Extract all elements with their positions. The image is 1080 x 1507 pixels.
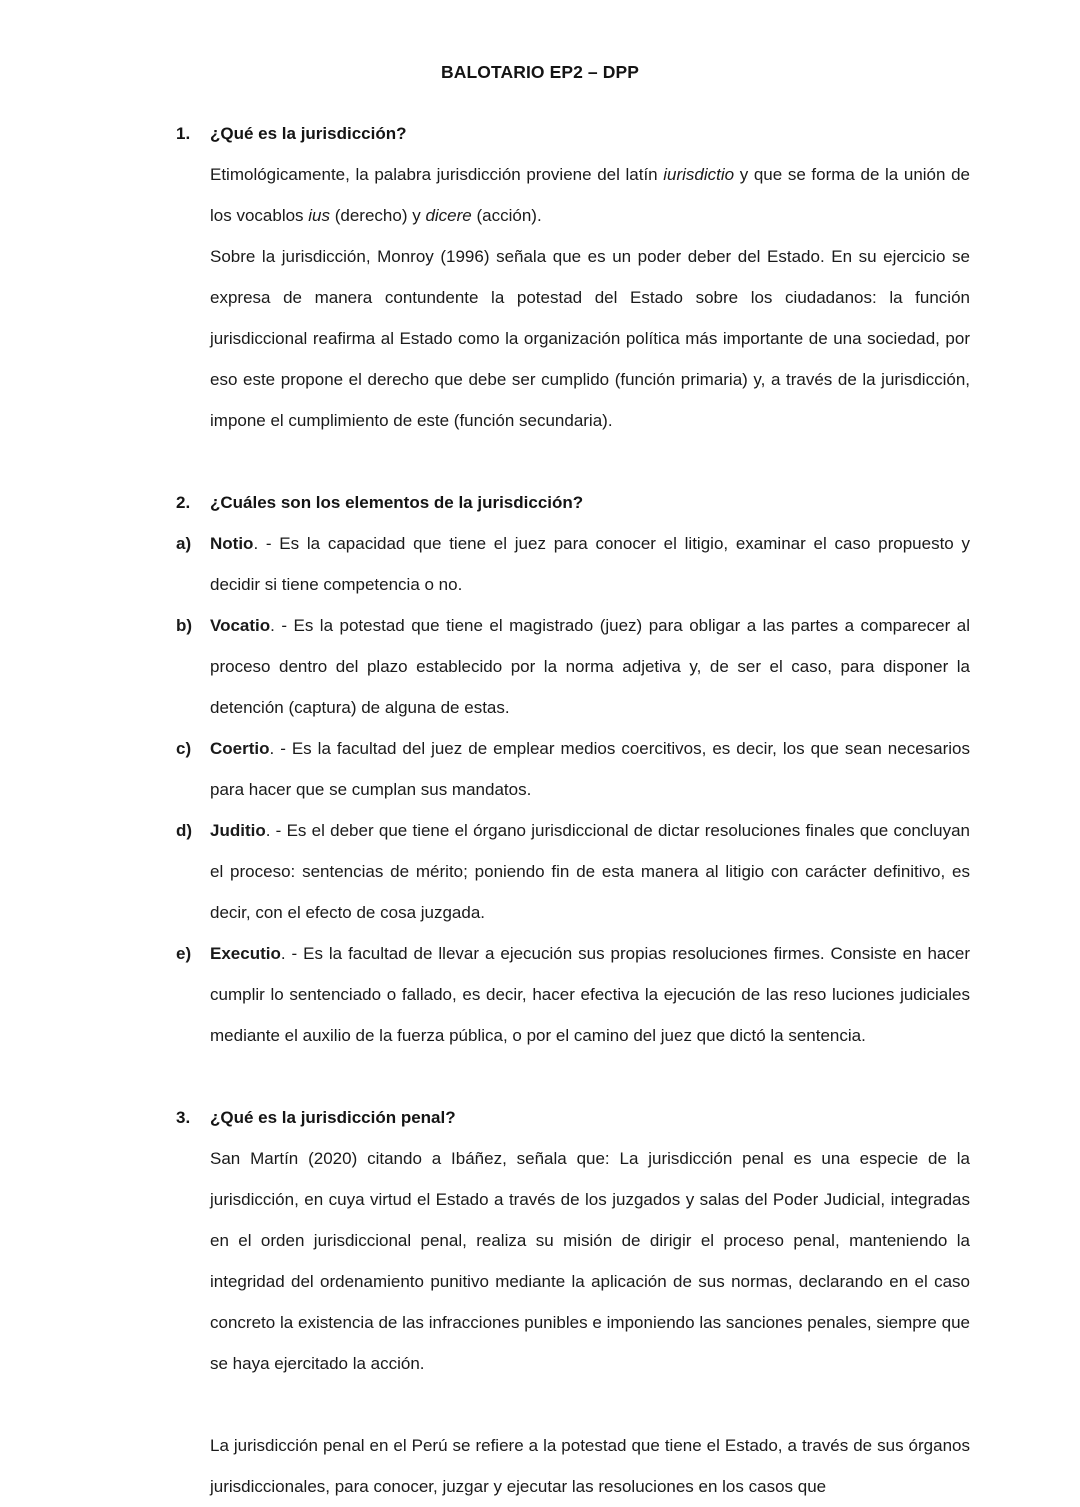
paragraph-text: San Martín (2020) citando a Ibáñez, señala que: La jurisdicción penal es una especie de la jurisdicción, en cuya virtud el Estado a través de los juzgados y salas del Poder Judicial, integradas en el orden jurisdiccional penal, realiza su misión de dirigir el proceso penal, manteniendo la integridad del ordenamiento punitivo mediante la aplicación de sus normas, declarando en el caso concreto la existencia de las infracciones punibles e imponiendo las sanciones penales, siempre que se haya ejercitado la acción. <box>210 1149 970 1373</box>
list-item-body: . - Es la potestad que tiene el magistrado (juez) para obligar a las partes a comparecer al proceso dentro del plazo establecido por la norma adjetiva y, de ser el caso, para disponer la detención (captura) de alguna de estas. <box>210 616 970 717</box>
question-heading <box>176 1097 970 1138</box>
list-item <box>176 933 970 1056</box>
list-item <box>176 810 970 933</box>
question-block <box>176 1097 970 1507</box>
paragraph-text: (acción). <box>471 206 542 225</box>
question-block <box>176 113 970 441</box>
list-item-body: . - Es el deber que tiene el órgano jurisdiccional de dictar resoluciones finales que concluyan el proceso: sentencias de mérito; poniendo fin de esta manera al litigio con carácter definitivo, es decir, con el efecto de cosa juzgada. <box>210 821 970 922</box>
question-number: 3. <box>176 1108 191 1127</box>
question-heading <box>176 113 970 154</box>
list-item-marker: a) <box>176 534 192 553</box>
list-item-term: Vocatio <box>210 616 271 635</box>
document-body <box>0 113 1080 1507</box>
question-number: 2. <box>176 493 191 512</box>
list-item-body: . - Es la facultad del juez de emplear medios coercitivos, es decir, los que sean necesarios para hacer que se cumplan sus mandatos. <box>210 739 970 799</box>
question-heading <box>176 482 970 523</box>
list-item <box>176 728 970 810</box>
list-item-term: Juditio <box>210 821 266 840</box>
list-item-body: . - Es la capacidad que tiene el juez para conocer el litigio, examinar el caso propuesto y decidir si tiene competencia o no. <box>210 534 970 594</box>
list-item <box>176 523 970 605</box>
list-item-marker: e) <box>176 944 192 963</box>
latin-term: iurisdictio <box>663 165 735 184</box>
list-item-body: . - Es la facultad de llevar a ejecución sus propias resoluciones firmes. Consiste en hacer cumplir lo sentenciado o fallado, es decir, hacer efectiva la ejecución de las reso luciones judiciales mediante el auxilio de la fuerza pública, o por el camino del juez que dictó la sentencia. <box>210 944 970 1045</box>
latin-term: ius <box>308 206 331 225</box>
latin-term: dicere <box>425 206 472 225</box>
paragraph-text: La jurisdicción penal en el Perú se refiere a la potestad que tiene el Estado, a través de sus órganos jurisdiccionales, para conocer, juzgar y ejecutar las resoluciones en los casos que <box>210 1436 970 1496</box>
question-number: 1. <box>176 124 191 143</box>
paragraph-text: (derecho) y <box>330 206 426 225</box>
question-heading-text: ¿Qué es la jurisdicción? <box>210 124 407 143</box>
list-item-term: Coertio <box>210 739 270 758</box>
list-item-term: Notio <box>210 534 254 553</box>
paragraph-text: Etimológicamente, la palabra jurisdicción proviene del latín <box>210 165 664 184</box>
paragraph <box>176 154 970 236</box>
paragraph-text: Sobre la jurisdicción, Monroy (1996) señala que es un poder deber del Estado. En su ejercicio se expresa de manera contundente la potestad del Estado sobre los ciudadanos: la función jurisdiccional reafirma al Estado como la organización política más importante de una sociedad, por eso este propone el derecho que debe ser cumplido (función primaria) y, a través de la jurisdicción, impone el cumplimiento de este (función secundaria). <box>210 247 970 430</box>
list-item-marker: c) <box>176 739 192 758</box>
paragraph <box>176 1138 970 1384</box>
list-item <box>176 605 970 728</box>
list-item-marker: b) <box>176 616 193 635</box>
page-title: BALOTARIO EP2 – DPP <box>441 62 639 82</box>
section-spacer <box>176 441 970 482</box>
paragraph <box>176 1425 970 1507</box>
paragraph-text: y que se forma de la unión de los vocablos <box>210 165 970 225</box>
paragraph-spacer <box>176 1384 970 1425</box>
question-heading-text: ¿Cuáles son los elementos de la jurisdicción? <box>210 493 584 512</box>
list-item-marker: d) <box>176 821 193 840</box>
question-block <box>176 482 970 1056</box>
question-heading-text: ¿Qué es la jurisdicción penal? <box>210 1108 456 1127</box>
paragraph <box>176 236 970 441</box>
list-item-term: Executio <box>210 944 281 963</box>
section-spacer <box>176 1056 970 1097</box>
